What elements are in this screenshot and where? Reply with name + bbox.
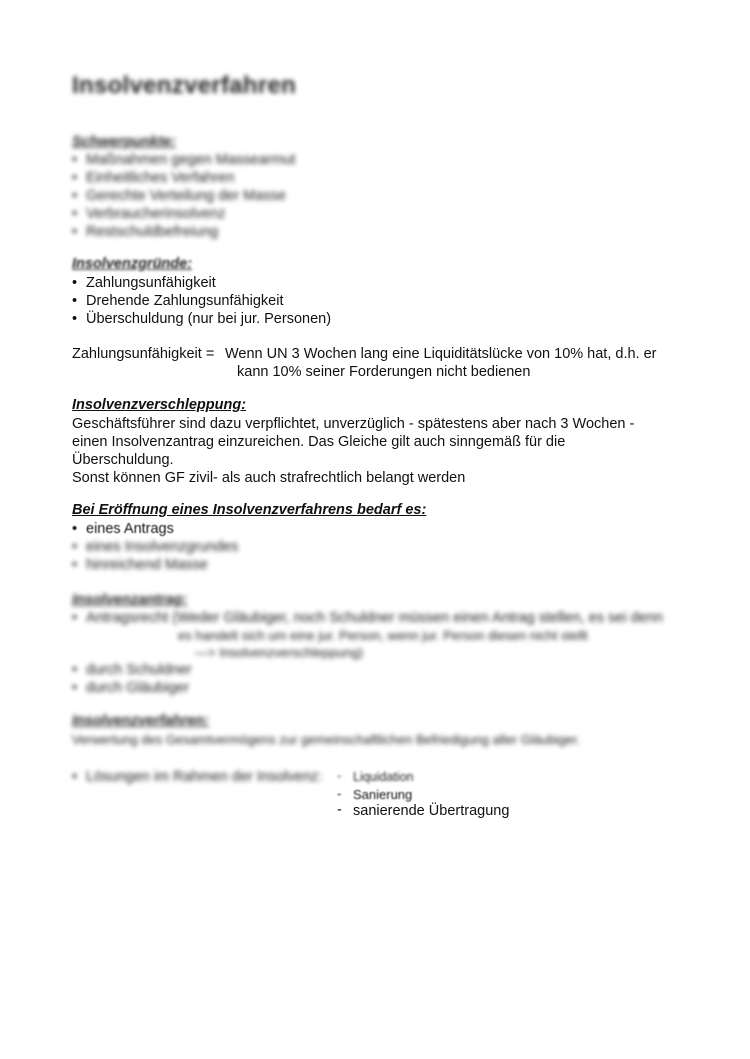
list-item: • eines Insolvenzgrundes xyxy=(72,538,238,556)
list-item: - sanierende Übertragung xyxy=(337,803,509,820)
eroeffnung-heading: Bei Eröffnung eines Insolvenzverfahrens bedarf es: xyxy=(72,502,427,518)
schwerpunkte-heading: Schwerpunkte: xyxy=(72,134,176,150)
page-title: Insolvenzverfahren xyxy=(72,72,297,99)
antrag-line-3: —> Insolvenzverschleppung) xyxy=(195,645,364,660)
schwerpunkte-list xyxy=(72,151,296,241)
eroeffnung-list-first xyxy=(72,520,174,538)
definition-line-1: Wenn UN 3 Wochen lang eine Liquiditätslücke von 10% hat, d.h. er xyxy=(225,346,657,362)
insolvenzgruende-heading: Insolvenzgründe: xyxy=(72,256,193,272)
insolvenzgruende-list xyxy=(72,274,331,328)
verschleppung-heading: Insolvenzverschleppung: xyxy=(72,397,247,413)
list-item: • Drehende Zahlungsunfähigkeit xyxy=(72,292,331,310)
list-item: • Gerechte Verteilung der Masse xyxy=(72,187,296,205)
list-item: - Sanierung xyxy=(337,786,509,803)
list-item: - Liquidation xyxy=(337,769,509,786)
verfahren-heading: Insolvenzverfahren: xyxy=(72,713,209,729)
antrag-heading: Insolvenzantrag: xyxy=(72,592,188,608)
list-item: • hinreichend Masse xyxy=(72,556,238,574)
list-item: • durch Gläubiger xyxy=(72,679,192,697)
list-item: • Antragsrecht (Weder Gläubiger, noch Schuldner müssen einen Antrag stellen, es sei denn xyxy=(72,609,663,627)
antrag-list xyxy=(72,609,663,627)
loesungen-label-list xyxy=(72,768,322,786)
list-item: • Verbraucherinsolvenz xyxy=(72,205,296,223)
loesungen-label: • Lösungen im Rahmen der Insolvenz: xyxy=(72,768,322,786)
verschleppung-text xyxy=(72,415,634,487)
verfahren-text: Verwertung des Gesamtvermögens zur gemeinschaftlichen Befriedigung aller Gläubiger. xyxy=(72,732,580,747)
text-line: Sonst können GF zivil- als auch strafrechtlich belangt werden xyxy=(72,470,466,486)
list-item: • Maßnahmen gegen Massearmut xyxy=(72,151,296,169)
text-line: einen Insolvenzantrag einzureichen. Das Gleiche gilt auch sinngemäß für die xyxy=(72,434,566,450)
list-item: • Überschuldung (nur bei jur. Personen) xyxy=(72,310,331,328)
definition-line-2: kann 10% seiner Forderungen nicht bedienen xyxy=(237,364,531,380)
text-line: Überschuldung. xyxy=(72,452,174,468)
list-item: • eines Antrags xyxy=(72,520,174,538)
eroeffnung-list xyxy=(72,538,238,574)
antrag-line-2: es handelt sich um eine jur. Person, wenn jur. Person diesen nicht stellt xyxy=(178,628,588,643)
text-line: Geschäftsführer sind dazu verpflichtet, unverzüglich - spätestens aber nach 3 Wochen - xyxy=(72,416,635,432)
antrag-list-2 xyxy=(72,661,192,697)
list-item: • Einheitliches Verfahren xyxy=(72,169,296,187)
list-item: • Restschuldbefreiung xyxy=(72,223,296,241)
loesungen-list xyxy=(337,769,509,820)
definition-term: Zahlungsunfähigkeit = xyxy=(72,346,215,362)
list-item: • Zahlungsunfähigkeit xyxy=(72,274,331,292)
list-item: • durch Schuldner xyxy=(72,661,192,679)
